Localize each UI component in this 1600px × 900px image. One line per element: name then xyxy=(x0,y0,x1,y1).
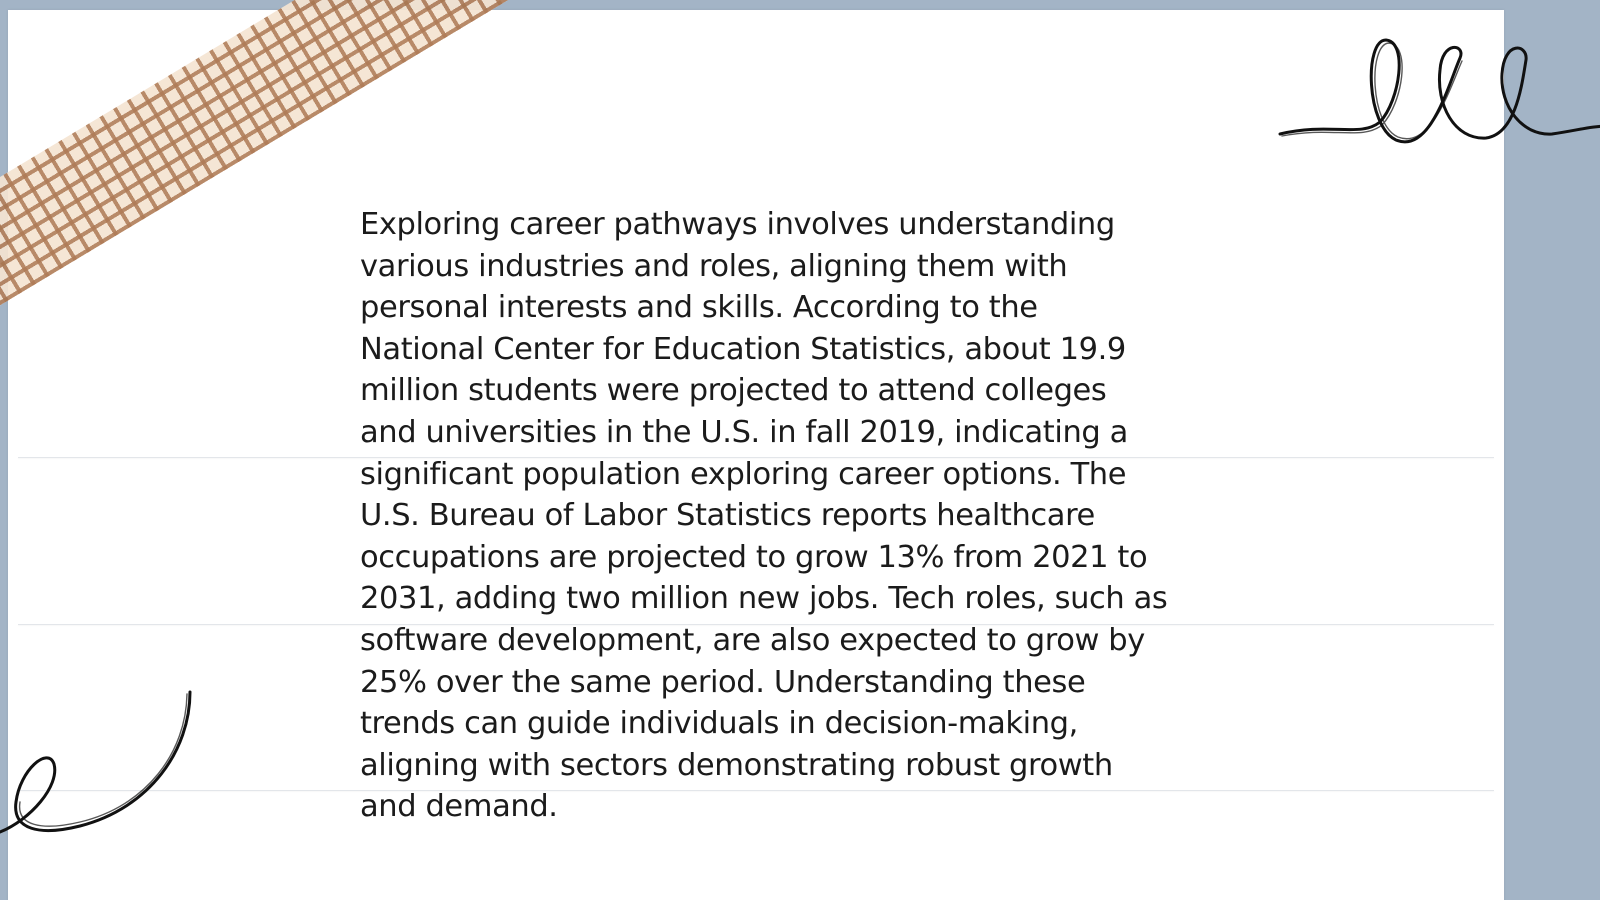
swoosh-doodle xyxy=(0,690,200,850)
loop-scribble-doodle xyxy=(1290,30,1600,170)
body-paragraph: Exploring career pathways involves understanding various industries and roles, aligning them with personal interests and skills. According to the National Center for Education Statistics, about 19.9 million students were projected to attend colleges and universities in the U.S. in fall 2019, indicating a significant population exploring career options. The U.S. Bureau of Labor Statistics reports healthcare occupations are projected to grow 13% from 2021 to 2031, adding two million new jobs. Tech roles, such as software development, are also expected to grow by 25% over the same period. Understanding these trends can guide individuals in decision-making, aligning with sectors demonstrating robust growth and demand. xyxy=(360,207,1168,825)
